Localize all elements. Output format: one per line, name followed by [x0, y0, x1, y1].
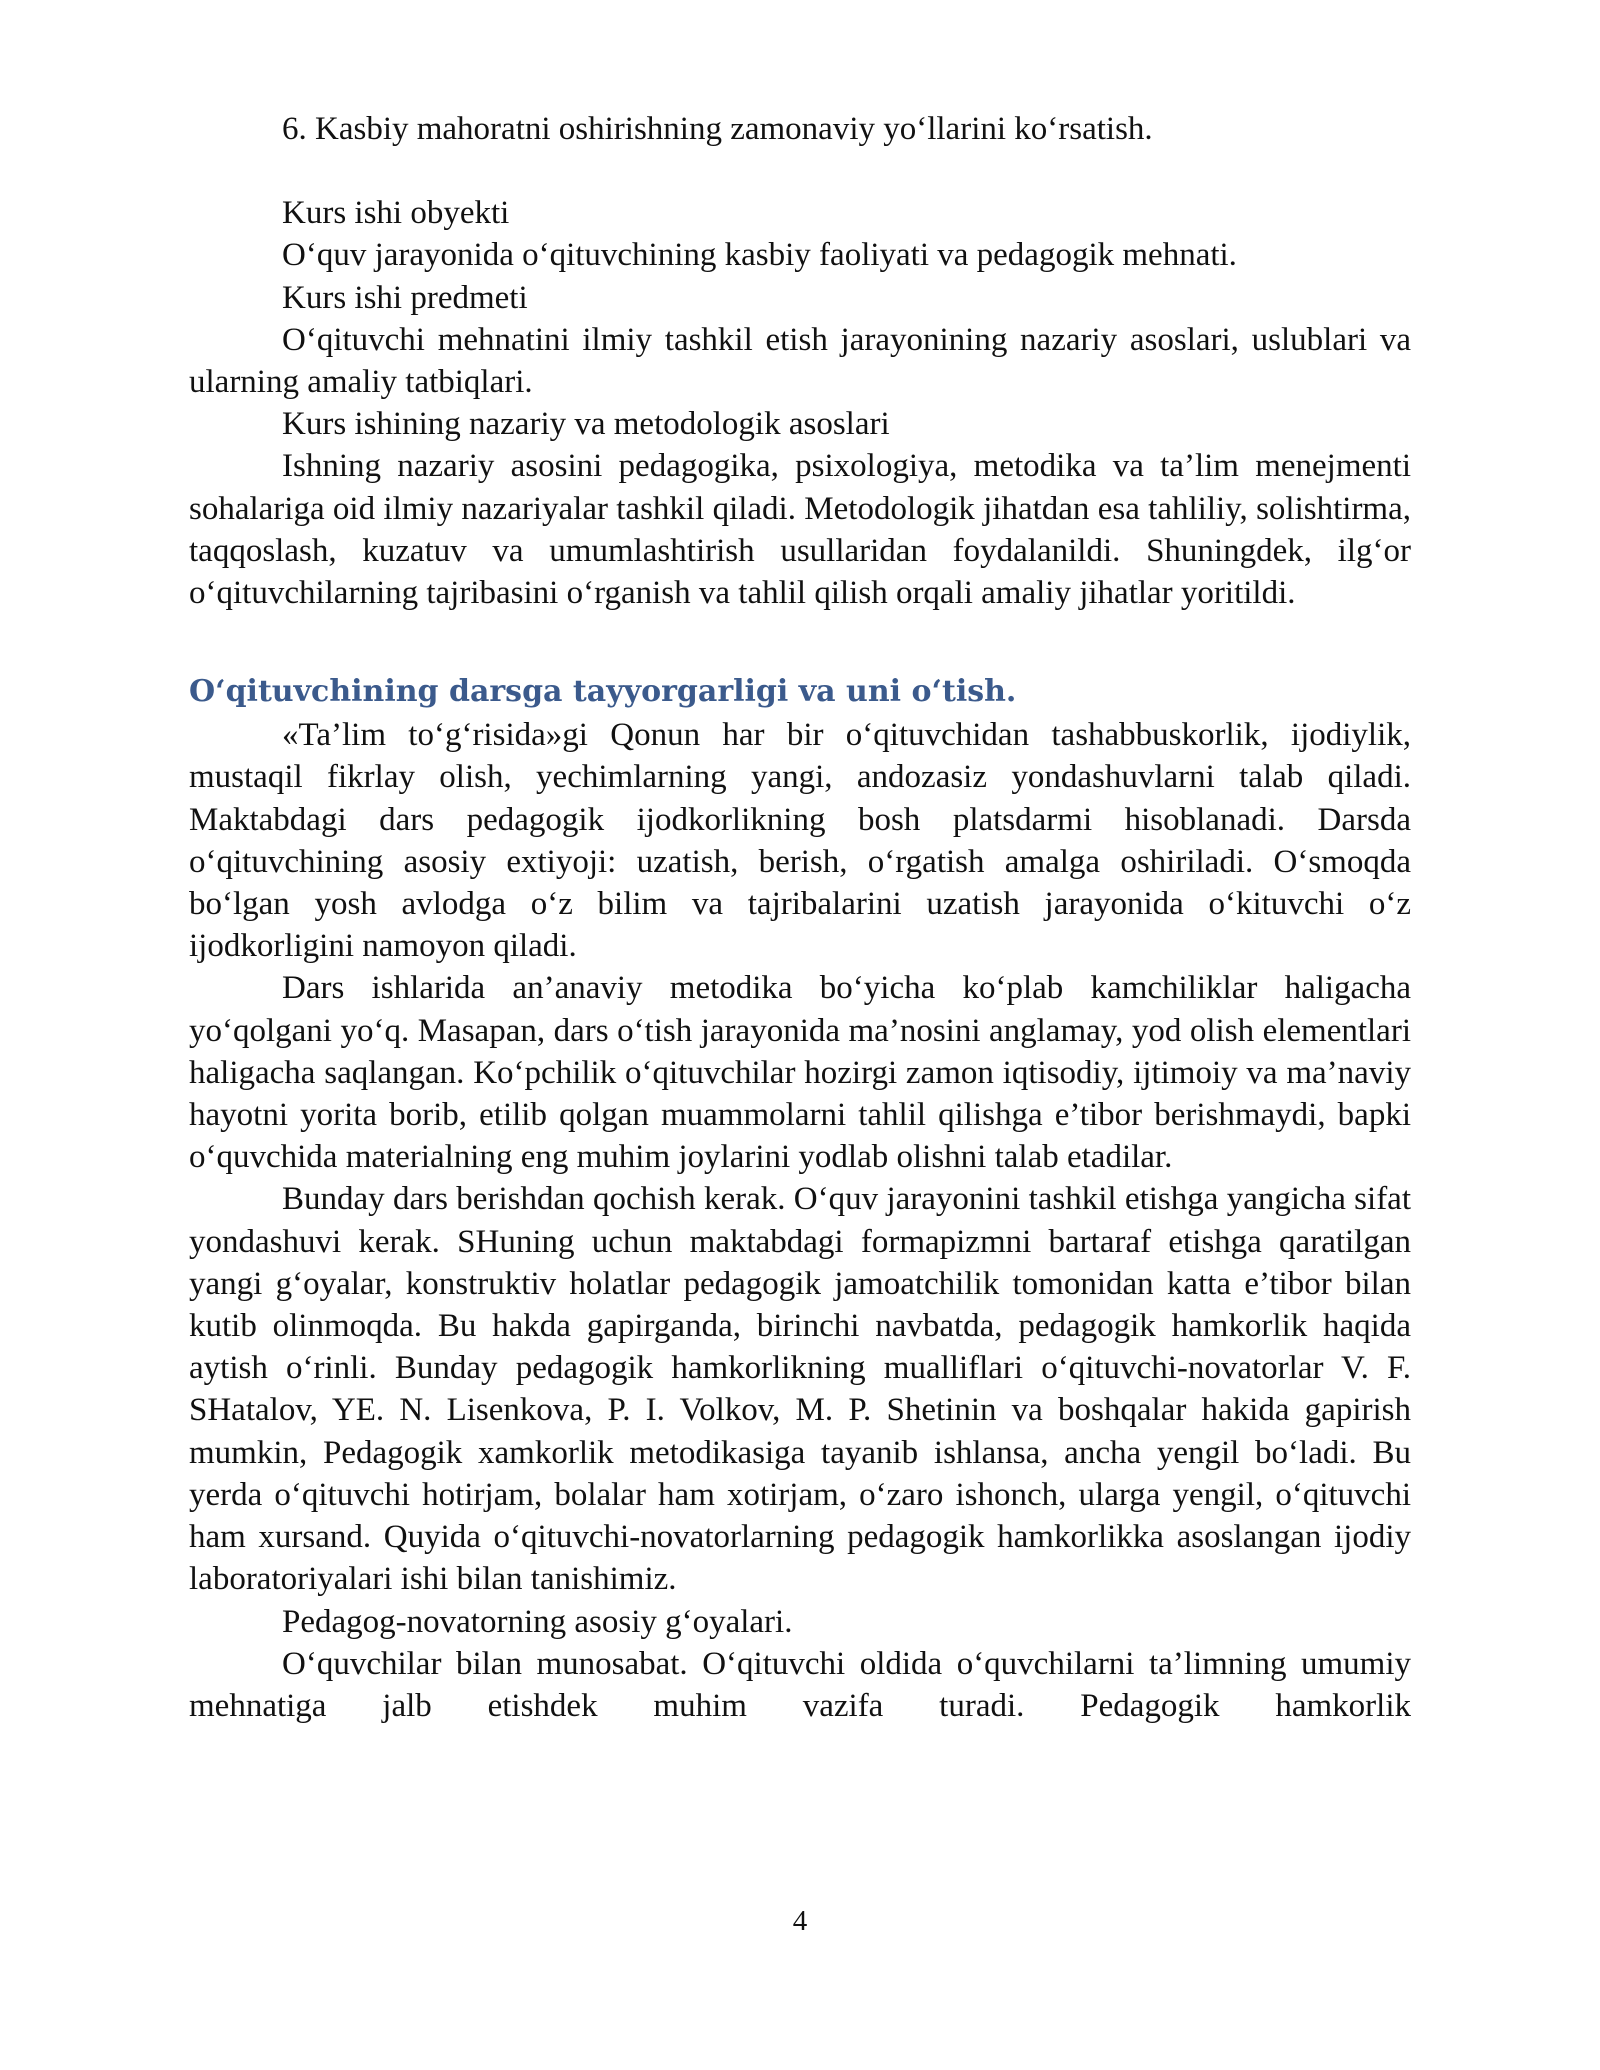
paragraph-5: O‘quvchilar bilan munosabat. O‘qituvchi oldida o‘quvchilarni ta’limning umumiy mehnatiga jalb etishdek muhim vazifa turadi. Pedagogik hamkorlik — [189, 1645, 1411, 1724]
object-text: O‘quv jarayonida o‘qituvchining kasbiy faoliyati va pedagogik mehnati. — [282, 237, 1237, 274]
basis-label: Kurs ishining nazariy va metodologik asoslari — [282, 406, 890, 443]
basis-text: Ishning nazariy asosini pedagogika, psixologiya, metodika va ta’lim menejmenti sohalariga oid ilmiy nazariyalar tashkil qiladi. Metodologik jihatdan esa tahliliy, solishtirma, taqqoslash, kuzatuv va umumlashtirish usullaridan foydalanildi. Shuningdek, ilg‘or o‘qituvchilarning tajribasini o‘rganish va tahlil qilish orqali amaliy jihatlar yoritildi. — [189, 448, 1411, 612]
page-content — [189, 108, 1411, 1727]
page-number: 4 — [792, 1905, 808, 1937]
spacer — [189, 614, 1411, 670]
list-item-6: 6. Kasbiy mahoratni oshirishning zamonaviy yo‘llarini ko‘rsatish. — [282, 111, 1153, 147]
section-heading: O‘qituvchining darsga tayyorgarligi va uni o‘tish. — [189, 674, 1017, 710]
paragraph-3: Bunday dars berishdan qochish kerak. O‘quv jarayonini tashkil etishga yangicha sifat yondashuvi kerak. SHuning uchun maktabdagi formapizmni bartaraf etishga qaratilgan yangi g‘oyalar, konstruktiv holatlar pedagogik jamoatchilik tomonidan katta e’tibor bilan kutib olinmoqda. Bu hakda gapirganda, birinchi navbatda, pedagogik hamkorlik haqida aytish o‘rinli. Bunday pedagogik hamkorlikning mualliflari o‘qituvchi-novatorlar V. F. SHatalov, YE. N. Lisenkova, P. I. Volkov, M. P. Shetinin va boshqalar hakida gapirish mumkin, Pedagogik xamkorlik metodikasiga tayanib ishlansa, ancha yengil bo‘ladi. Bu yerda o‘qituvchi hotirjam, bolalar ham xotirjam, o‘zaro ishonch, ularga yengil, o‘qituvchi ham xursand. Quyida o‘qituvchi-novatorlarning pedagogik hamkorlikka asoslangan ijodiy laboratoriyalari ishi bilan tanishimiz. — [189, 1181, 1411, 1598]
object-label: Kurs ishi obyekti — [282, 195, 510, 232]
subject-text: O‘qituvchi mehnatini ilmiy tashkil etish jarayonining nazariy asoslari, uslublari va ularning amaliy tatbiqlari. — [189, 321, 1411, 401]
paragraph-2: Dars ishlarida an’anaviy metodika bo‘yicha ko‘plab kamchiliklar haligacha yo‘qolgani yo‘q. Masapan, dars o‘tish jarayonida ma’nosini anglamay, yod olish elementlari haligacha saqlangan. Ko‘pchilik o‘qituvchilar hozirgi zamon iqtisodiy, ijtimoiy va ma’naviy hayotni yorita borib, etilib qolgan muammolarni tahlil qilishga e’tibor berishmaydi, bapki o‘quvchida materialning eng muhim joylarini yodlab olishni talab etadilar. — [189, 970, 1411, 1176]
subject-label: Kurs ishi predmeti — [282, 279, 528, 316]
paragraph-1: «Ta’lim to‘g‘risida»gi Qonun har bir o‘qituvchidan tashabbuskorlik, ijodiylik, mustaqil fikrlay olish, yechimlarning yangi, andozasiz yondashuvlarni talab qiladi. Maktabdagi dars pedagogik ijodkorlikning bosh platsdarmi hisoblanadi. Darsda o‘qituvchining asosiy extiyoji: uzatish, berish, o‘rgatish amalga oshiriladi. O‘smoqda bo‘lgan yosh avlodga o‘z bilim va tajribalarini uzatish jarayonida o‘kituvchi o‘z ijodkorligini namoyon qiladi. — [189, 717, 1411, 965]
spacer — [189, 150, 1411, 192]
paragraph-4: Pedagog-novatorning asosiy g‘oyalari. — [282, 1603, 793, 1640]
